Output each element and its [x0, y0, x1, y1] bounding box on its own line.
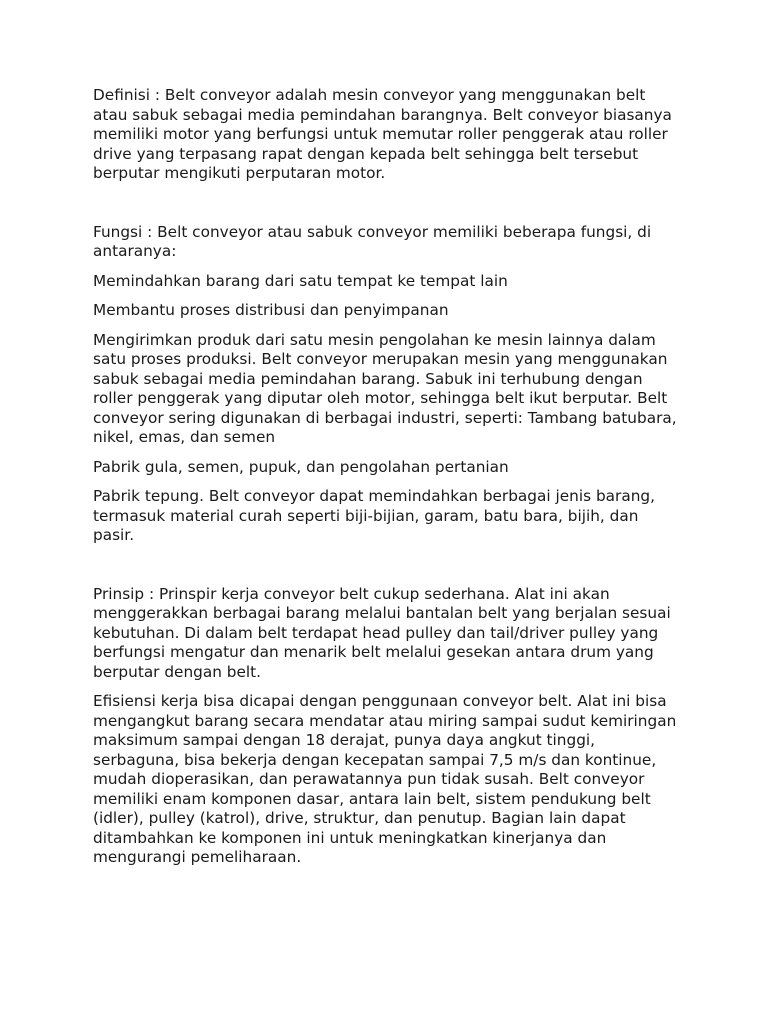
fungsi-item: Memindahkan barang dari satu tempat ke tempat lain: [93, 271, 508, 290]
paragraph-spacer: [93, 477, 683, 487]
fungsi-item: Pabrik gula, semen, pupuk, dan pengolahan pertanian: [93, 457, 509, 476]
section-spacer: [93, 546, 683, 585]
definisi-paragraph: Definisi : Belt conveyor adalah mesin conveyor yang menggunakan belt atau sabuk sebagai media pemindahan barangnya. Belt conveyor biasanya memiliki motor yang berfungsi untuk memutar roller penggerak atau roller drive yang terpasang rapat dengan kepada belt sehingga belt tersebut berputar mengikuti perputaran motor.: [93, 86, 672, 182]
fungsi-intro-paragraph: Fungsi : Belt conveyor atau sabuk conveyor memiliki beberapa fungsi, di antaranya:: [93, 222, 652, 260]
section-spacer: [93, 184, 683, 223]
fungsi-item: Membantu proses distribusi dan penyimpanan: [93, 301, 449, 319]
efisiensi-paragraph: Efisiensi kerja bisa dicapai dengan penggunaan conveyor belt. Alat ini bisa mengangkut barang secara mendatar atau miring sampai sudut kemiringan maksimum sampai dengan 18 derajat, punya daya angkut tinggi, serbaguna, bisa bekerja dengan kecepatan sampai 7,5 m/s dan kontinue, mudah dioperasikan, dan perawatannya pun tidak susah. Belt conveyor memiliki enam komponen dasar, antara lain belt, sistem pendukung belt (idler), pulley (katrol), drive, struktur, dan penutup. Bagian lain dapat ditambahkan ke komponen ini untuk meningkatkan kinerjanya dan mengurangi pemeliharaan.: [93, 692, 677, 866]
document-page: [93, 86, 683, 868]
paragraph-spacer: [93, 291, 683, 301]
fungsi-item: Pabrik tepung. Belt conveyor dapat memindahkan berbagai jenis barang, termasuk material curah seperti biji-bijian, garam, batu bara, bijih, dan pasir.: [93, 487, 655, 544]
fungsi-item: Mengirimkan produk dari satu mesin pengolahan ke mesin lainnya dalam satu proses produksi. Belt conveyor merupakan mesin yang menggunakan sabuk sebagai media pemindahan barang. Sabuk ini terhubung dengan roller penggerak yang diputar oleh motor, sehingga belt ikut berputar. Belt conveyor sering digunakan di berbagai industri, seperti: Tambang batubara, nikel, emas, dan semen: [93, 330, 677, 446]
prinsip-paragraph: Prinsip : Prinspir kerja conveyor belt cukup sederhana. Alat ini akan menggerakkan berbagai barang melalui bantalan belt yang berjalan sesuai kebutuhan. Di dalam belt terdapat head pulley dan tail/driver pulley yang berfungsi mengatur dan menarik belt melalui gesekan antara drum yang berputar dengan belt.: [93, 584, 671, 681]
paragraph-spacer: [93, 321, 683, 331]
paragraph-spacer: [93, 262, 683, 272]
paragraph-spacer: [93, 448, 683, 458]
paragraph-spacer: [93, 682, 683, 692]
